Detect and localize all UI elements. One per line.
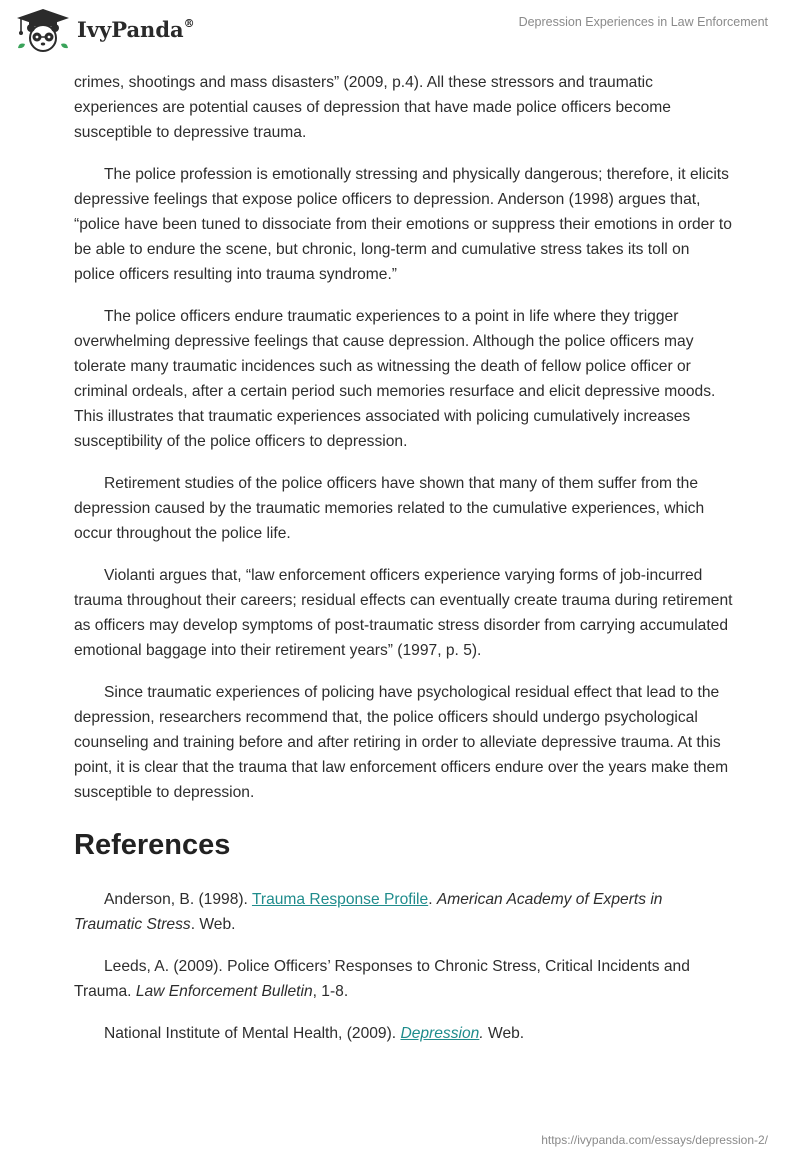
- paragraph: Retirement studies of the police officers have shown that many of them suffer from the depression caused by the traumatic memories related to the cumulative experiences, which occur throughout the police life.: [74, 475, 705, 542]
- reference-item: Leeds, A. (2009). Police Officers’ Responses to Chronic Stress, Critical Incidents and Trauma. Law Enforcement Bulletin, 1-8.: [74, 958, 690, 1000]
- ivypanda-logo[interactable]: [15, 8, 195, 52]
- reference-item: National Institute of Mental Health, (2009). Depression. Web.: [104, 1025, 525, 1042]
- paragraph: The police officers endure traumatic experiences to a point in life where they trigger overwhelming depressive feelings that cause depression. Although the police officers may tolerate many traumatic incidences such as witnessing the death of fellow police officer or criminal ordeals, after a certain period such memories resurface and elicit depressive moods. This illustrates that traumatic experiences associated with policing cumulatively increases susceptibility of the police officers to depression.: [74, 308, 716, 450]
- reference-link[interactable]: Depression: [400, 1025, 480, 1042]
- paragraph: The police profession is emotionally stressing and physically dangerous; therefore, it elicits depressive feelings that expose police officers to depression. Anderson (1998) argues that, “police have been tuned to dissociate from their emotions or suppress their emotions in order to be able to endure the scene, but chronic, long-term and cumulative stress takes its toll on police officers resulting into trauma syndrome.”: [74, 166, 732, 283]
- footer-url[interactable]: https://ivypanda.com/essays/depression-2/: [541, 1133, 768, 1147]
- page-header: [0, 0, 800, 70]
- essay-body: [74, 70, 734, 1063]
- paragraph: crimes, shootings and mass disasters” (2009, p.4). All these stressors and traumatic experiences are potential causes of depression that have made police officers become susceptible to depressive trauma.: [74, 74, 671, 141]
- panda-graduate-icon: [15, 8, 71, 52]
- journal-title: American Academy of Experts in Traumatic Stress: [74, 891, 663, 933]
- paragraph: Violanti argues that, “law enforcement officers experience varying forms of job-incurred trauma throughout their careers; residual effects can eventually create trauma during retirement as officers may develop symptoms of post-traumatic stress disorder from carrying accumulated emotional baggage into their retirement years” (1997, p. 5).: [74, 567, 733, 659]
- journal-title: Law Enforcement Bulletin: [135, 983, 313, 1000]
- paragraph: Since traumatic experiences of policing have psychological residual effect that lead to the depression, researchers recommend that, the police officers should undergo psychological counseling and training before and after retiring in order to alleviate depressive trauma. At this point, it is clear that the trauma that law enforcement officers endure over the years make them susceptible to depression.: [74, 684, 729, 801]
- logo-wordmark: IvyPanda®: [77, 16, 195, 42]
- reference-link[interactable]: Trauma Response Profile: [251, 891, 429, 908]
- document-title: Depression Experiences in Law Enforcement: [518, 15, 768, 29]
- reference-item: Anderson, B. (1998). Trauma Response Profile. American Academy of Experts in Traumatic Stress. Web.: [74, 891, 663, 933]
- references-heading: References: [74, 829, 231, 861]
